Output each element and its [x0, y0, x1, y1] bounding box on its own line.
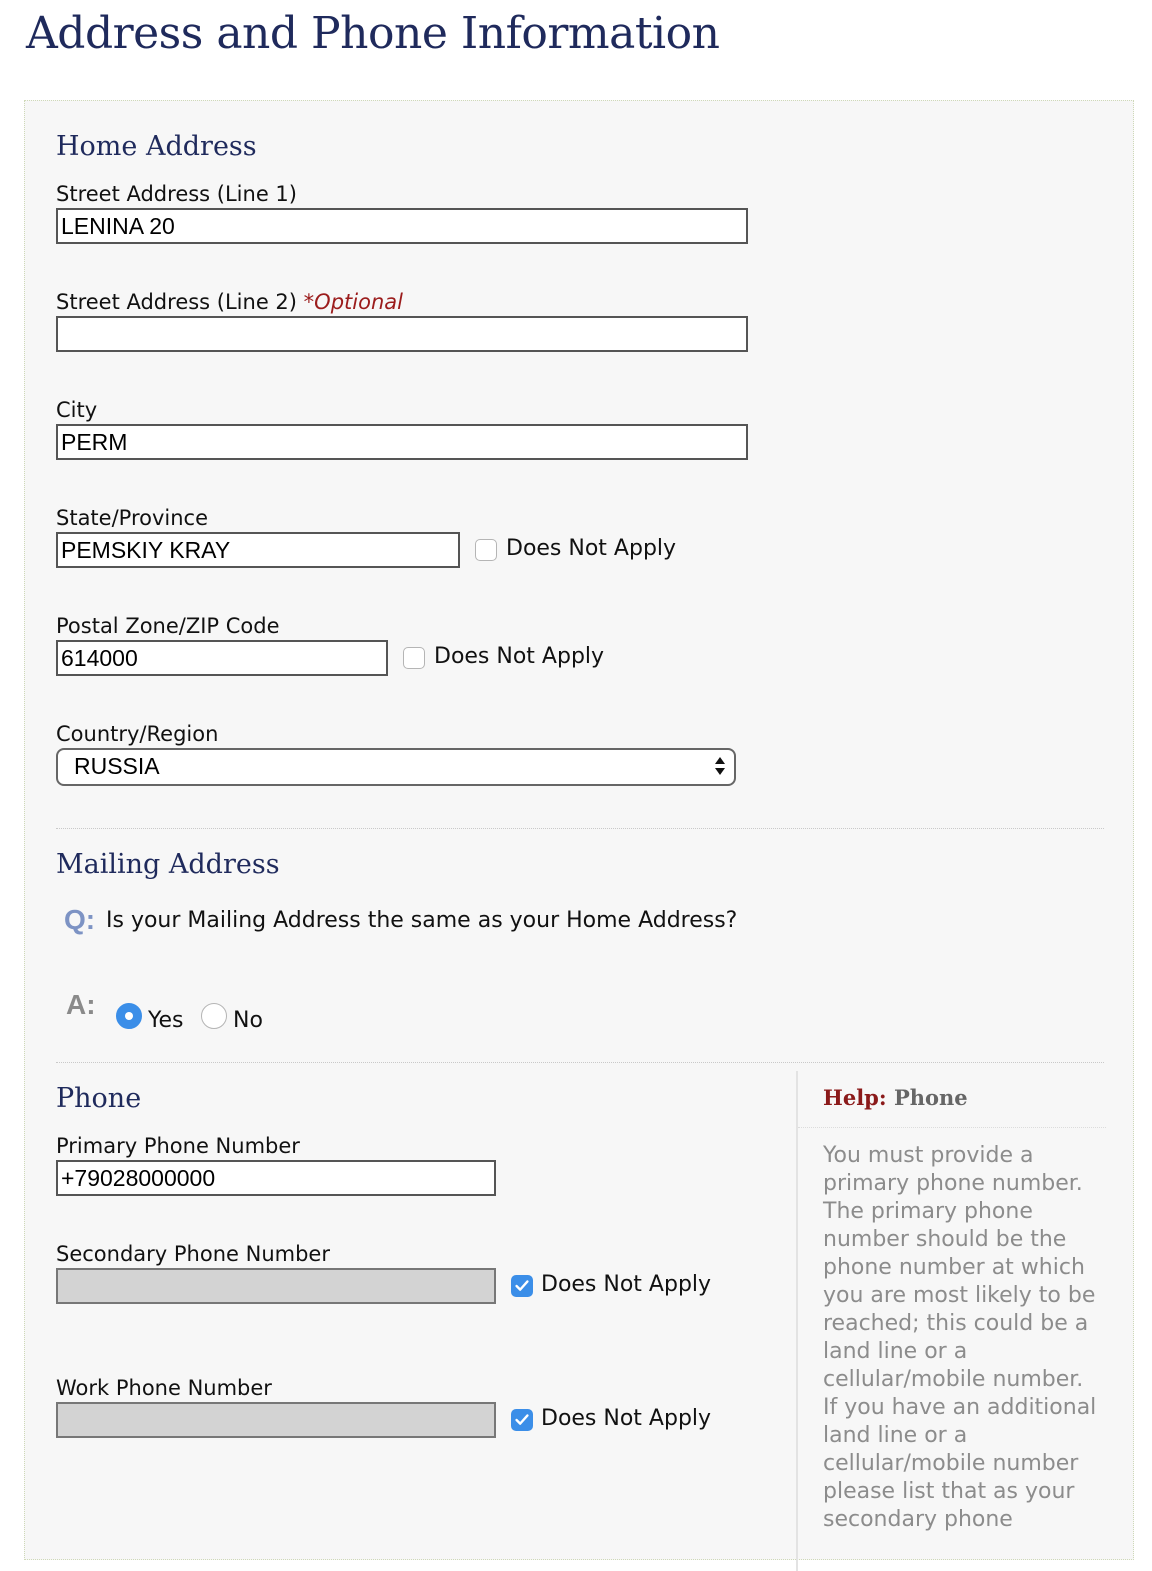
city-input[interactable]: [56, 424, 748, 460]
postal-label: Postal Zone/ZIP Code: [56, 614, 280, 638]
home-address-title: Home Address: [56, 131, 257, 162]
checkmark-icon: [512, 1276, 532, 1296]
help-line: please list that as your: [823, 1479, 1075, 1504]
help-line: The primary phone: [823, 1199, 1033, 1224]
section-divider: [56, 828, 1104, 829]
question-marker: Q:: [64, 904, 96, 935]
answer-marker: A:: [66, 989, 96, 1020]
secondary-does-not-apply-checkbox[interactable]: [511, 1275, 533, 1297]
secondary-does-not-apply-label[interactable]: Does Not Apply: [541, 1272, 712, 1297]
help-line: secondary phone: [823, 1507, 1013, 1532]
help-line: cellular/mobile number.: [823, 1367, 1084, 1392]
street2-label-text: Street Address (Line 2): [56, 290, 297, 314]
country-label: Country/Region: [56, 722, 219, 746]
optional-tag: *Optional: [303, 290, 403, 314]
mailing-same-yes-label[interactable]: Yes: [148, 1008, 184, 1033]
mailing-question-text: Is your Mailing Address the same as your Home Address?: [106, 908, 738, 933]
help-divider: [798, 1127, 1106, 1128]
street2-input[interactable]: [56, 316, 748, 352]
help-title-topic: Phone: [893, 1085, 968, 1110]
primary-phone-label: Primary Phone Number: [56, 1134, 300, 1158]
street2-label: [56, 290, 403, 314]
work-does-not-apply-checkbox[interactable]: [511, 1409, 533, 1431]
help-line: cellular/mobile number: [823, 1451, 1079, 1476]
checkmark-icon: [512, 1410, 532, 1430]
street1-label: Street Address (Line 1): [56, 182, 297, 206]
secondary-phone-input[interactable]: [56, 1268, 496, 1304]
state-input[interactable]: [56, 532, 460, 568]
help-text: [823, 1142, 1096, 1534]
help-line: number should be the: [823, 1227, 1067, 1252]
help-line: You must provide a: [823, 1143, 1034, 1168]
help-line: phone number at which: [823, 1255, 1085, 1280]
primary-phone-input[interactable]: [56, 1160, 496, 1196]
phone-title: Phone: [56, 1083, 142, 1114]
help-line: land line or a: [823, 1423, 968, 1448]
mailing-same-no-radio[interactable]: [201, 1003, 227, 1029]
country-select-value: RUSSIA: [74, 753, 160, 779]
secondary-phone-label: Secondary Phone Number: [56, 1242, 330, 1266]
country-select[interactable]: [56, 748, 736, 786]
state-does-not-apply-checkbox[interactable]: [475, 539, 497, 561]
help-title: [823, 1085, 968, 1110]
page-title: Address and Phone Information: [26, 8, 720, 59]
state-does-not-apply-label[interactable]: Does Not Apply: [506, 536, 677, 561]
form-panel: [24, 100, 1134, 1560]
help-line: If you have an additional: [823, 1395, 1097, 1420]
work-does-not-apply-label[interactable]: Does Not Apply: [541, 1406, 712, 1431]
mailing-same-no-label[interactable]: No: [233, 1008, 263, 1033]
postal-does-not-apply-label[interactable]: Does Not Apply: [434, 644, 605, 669]
help-line: land line or a: [823, 1339, 968, 1364]
work-phone-input[interactable]: [56, 1402, 496, 1438]
help-line: primary phone number.: [823, 1171, 1083, 1196]
select-arrows-icon: [714, 753, 726, 779]
postal-input[interactable]: [56, 640, 388, 676]
mailing-address-title: Mailing Address: [56, 849, 280, 880]
mailing-same-yes-radio[interactable]: [116, 1003, 142, 1029]
city-label: City: [56, 398, 98, 422]
help-line: reached; this could be a: [823, 1311, 1089, 1336]
help-line: you are most likely to be: [823, 1283, 1096, 1308]
street1-input[interactable]: [56, 208, 748, 244]
work-phone-label: Work Phone Number: [56, 1376, 272, 1400]
help-title-lead: Help:: [823, 1085, 887, 1110]
help-panel: [796, 1071, 1108, 1571]
postal-does-not-apply-checkbox[interactable]: [403, 647, 425, 669]
section-divider: [56, 1062, 1104, 1063]
state-label: State/Province: [56, 506, 209, 530]
